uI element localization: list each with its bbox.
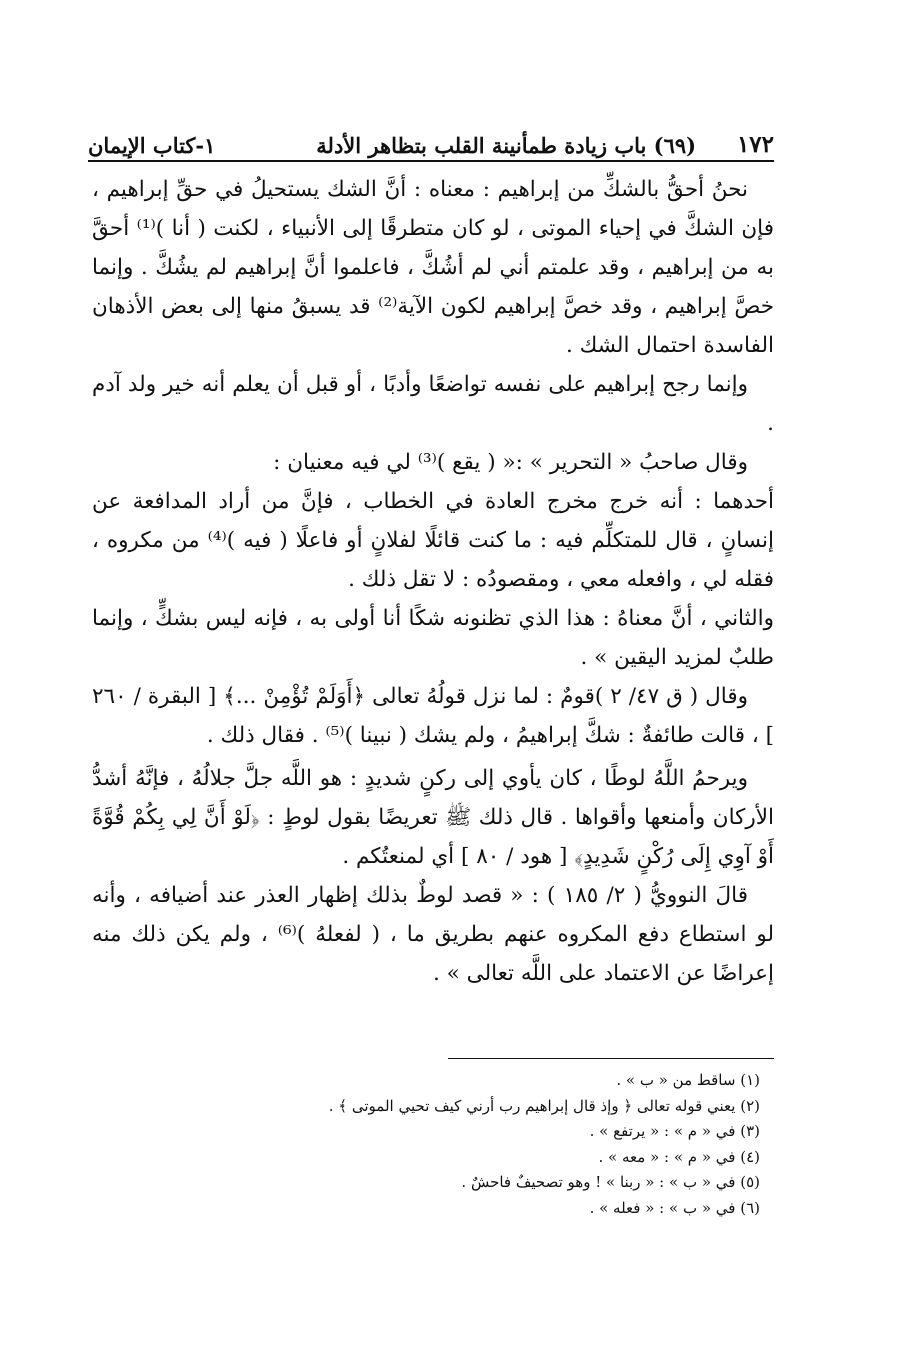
footnote: (٣) في « م » : « يرتفع » . <box>589 1122 760 1140</box>
page-number: ١٧٢ <box>736 131 774 158</box>
footnotes <box>92 1068 760 1221</box>
paragraph: والثاني ، أنَّ معناهُ : هذا الذي تظنونه شكًا أنا أولى به ، فإنه ليس بشكٍّ ، وإنما طلبٌ لمزيد اليقين » . <box>92 606 774 670</box>
footnote-divider <box>448 1058 774 1059</box>
footnote: (١) ساقط من « ب » . <box>616 1071 760 1089</box>
main-text <box>92 170 774 993</box>
footnote: (٤) في « م » : « معه » . <box>598 1147 760 1166</box>
footnote: (٢) يعني قوله تعالى ﴿ وإذ قال إبراهيم رب أرني كيف تحيي الموتى ﴾ . <box>328 1096 760 1115</box>
paragraph: نحنُ أحقُّ بالشكِّ من إبراهيم : معناه : أنَّ الشك يستحيلُ في حقِّ إبراهيم ، فإن الشكَّ في إحياء الموتى ، لو كان متطرقًا إلى الأنبياء ، لكنت ( أنا )⁽¹⁾ أحقَّ به من إبراهيم ، وقد علمتم أني لم أشُكَّ ، فاعلموا أنَّ إبراهيم لم يشُكَّ . وإنما خصَّ إبراهيم ، وقد خصَّ إبراهيم لكون الآية⁽²⁾ قد يسبقُ منها إلى بعض الأذهان الفاسدة احتمال الشك . <box>92 177 775 358</box>
paragraph: وإنما رجح إبراهيم على نفسه تواضعًا وأدبًا ، أو قبل أن يعلم أنه خير ولد آدم . <box>92 372 774 436</box>
paragraph: وقال صاحبُ « التحرير » :« ( يقع )⁽³⁾ لي فيه معنيان : <box>273 450 748 475</box>
paragraph: قالَ النوويُّ ( ٢/ ١٨٥ ) : « قصد لوطٌ بذلك إظهار العذر عند أضيافه ، وأنه لو استطاع دفع المكروه عنهم بطريق ما ، ( لفعلهُ )⁽⁶⁾ ، ولم يكن ذلك منه إعراضًا عن الاعتماد على اللَّه تعالى » . <box>92 883 774 986</box>
header-divider <box>88 160 774 162</box>
running-header <box>88 118 774 158</box>
paragraph: أحدهما : أنه خرج مخرج العادة في الخطاب ، فإنَّ من أراد المدافعة عن إنسانٍ ، قال للمتكلِّم فيه : ما كنت قائلًا لفلانٍ أو فاعلًا ( فيه )⁽⁴⁾ من مكروه ، فقله لي ، وافعله معي ، ومقصودُه : لا تقل ذلك . <box>92 489 774 592</box>
paragraph: وقال ( ق ٤٧/ ٢ )قومٌ : لما نزل قولُهُ تعالى ﴿أَوَلَمْ تُؤْمِنْ ...﴾ [ البقرة / ٢٦٠ ] ، قالت طائفةٌ : شكَّ إبراهيمُ ، ولم يشك ( نبينا )⁽⁵⁾ . فقال ذلك . <box>92 684 774 748</box>
book-title: ١-كتاب الإيمان <box>88 133 216 158</box>
chapter-title: (٦٩) باب زيادة طمأنينة القلب بتظاهر الأدلة <box>316 133 697 158</box>
footnote: (٥) في « ب » : « ربنا » ! وهو تصحيفٌ فاحشٌ . <box>461 1173 760 1191</box>
footnote: (٦) في « ب » : « فعله » . <box>589 1198 760 1217</box>
paragraph: ويرحمُ اللَّهُ لوطًا ، كان يأوي إلى ركنٍ شديدٍ : هو اللَّه جلَّ جلالُهُ ، فإنَّهُ أشدُّ الأركان وأمنعها وأقواها . قال ذلك ﷺ تعريضًا بقول لوطٍ : ﴿لَوْ أَنَّ لِي بِكُمْ قُوَّةً أَوْ آوِي إِلَى رُكْنٍ شَدِيدٍ﴾ [ هود / ٨٠ ] أي لمنعتُكم . <box>92 766 774 869</box>
